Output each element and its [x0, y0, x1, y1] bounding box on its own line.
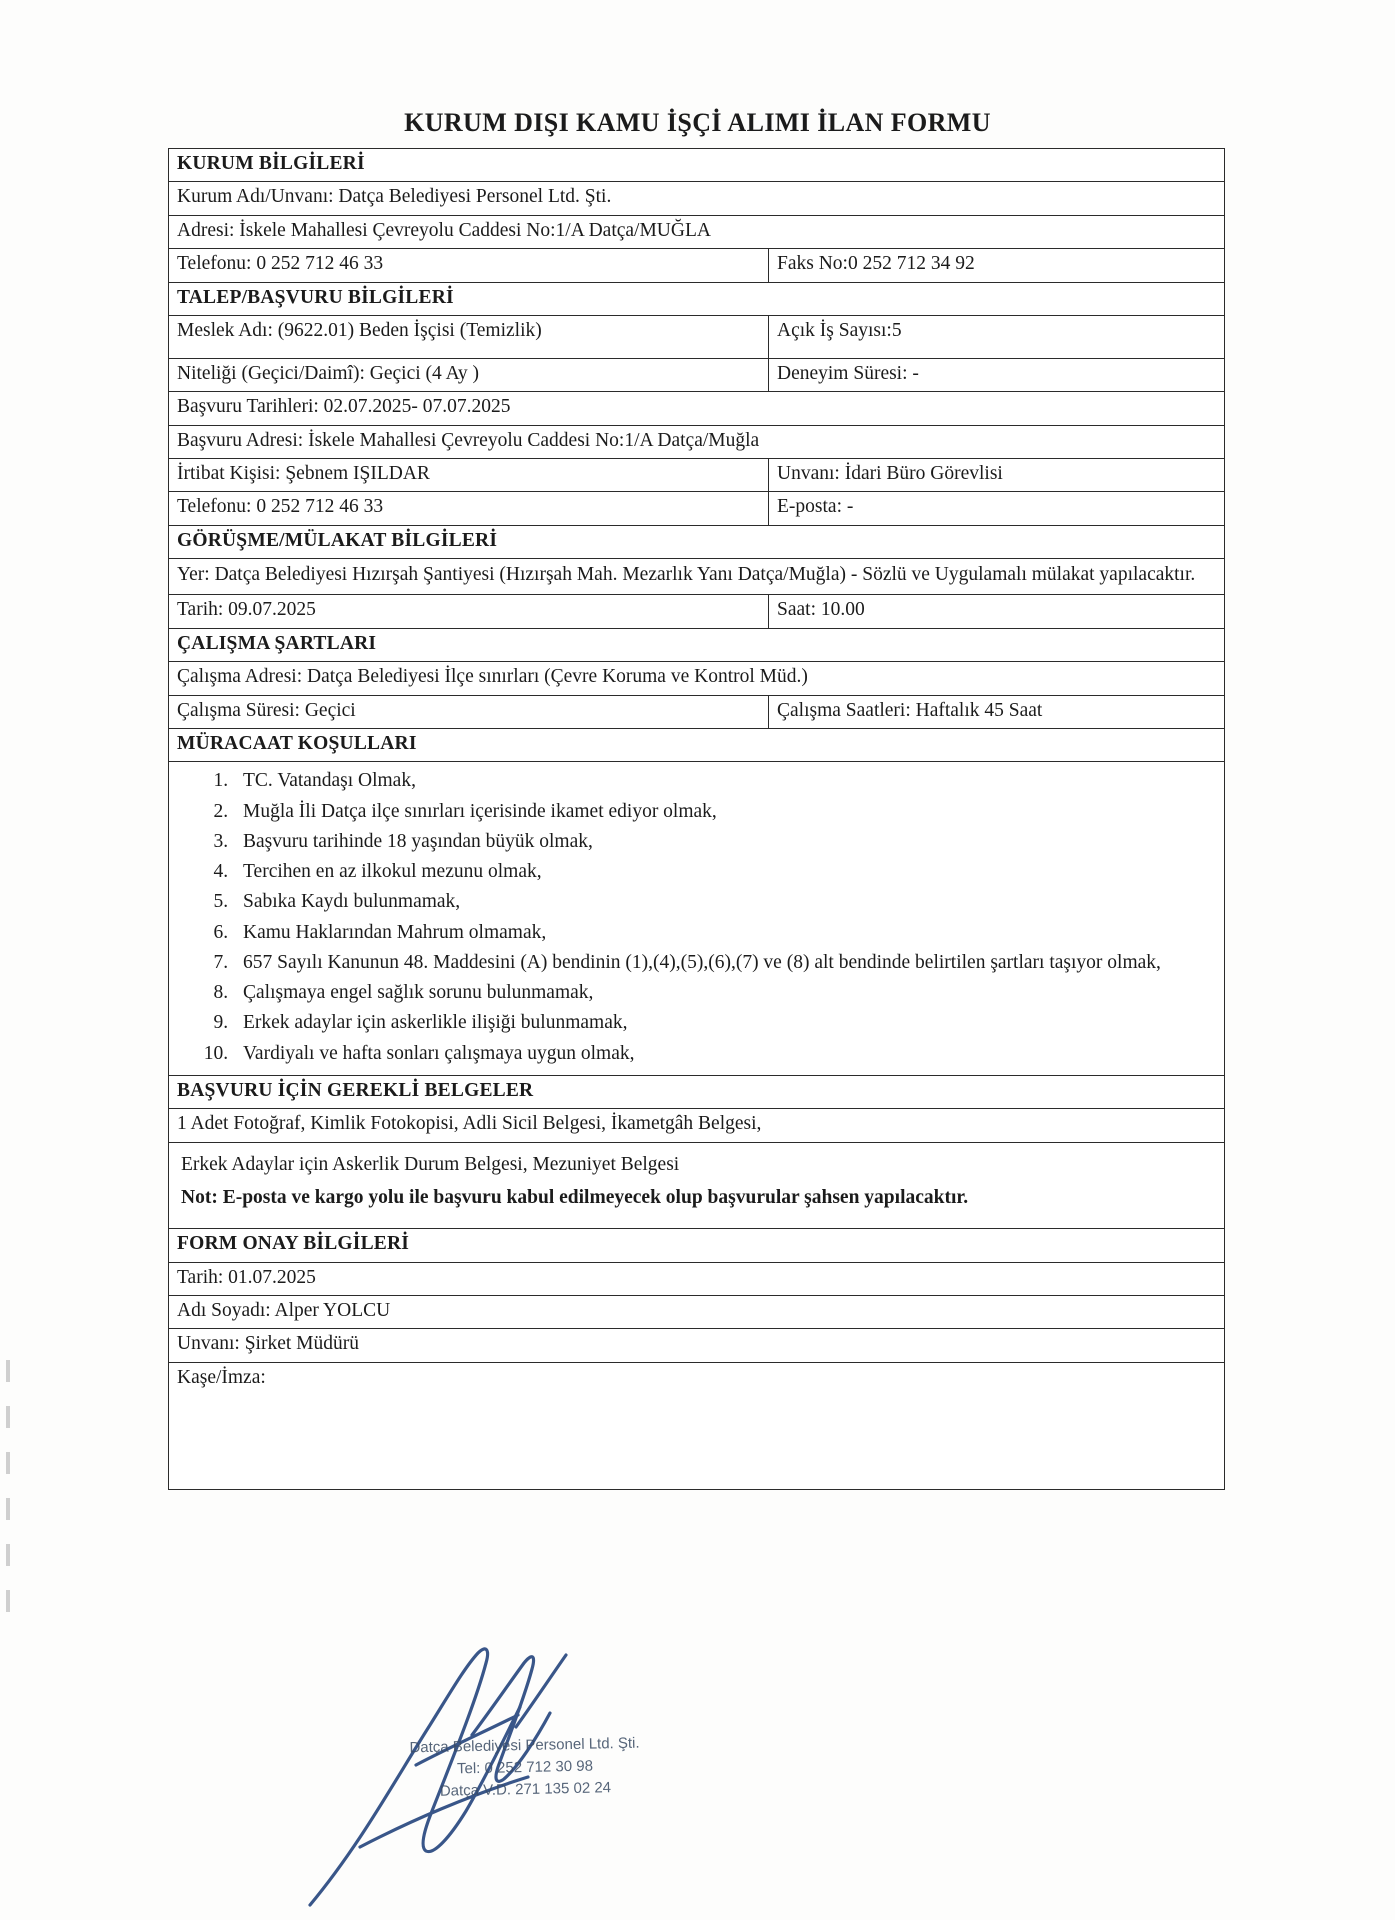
- section-header-gorusme: GÖRÜŞME/MÜLAKAT BİLGİLERİ: [169, 525, 1225, 558]
- list-item: 4. Tercihen en az ilkokul mezunu olmak,: [233, 857, 1224, 886]
- field-onay-adi-soyadi: Adı Soyadı: Alper YOLCU: [169, 1296, 1225, 1329]
- table-row: [169, 595, 1225, 628]
- list-item: 5. Sabıka Kaydı bulunmamak,: [233, 887, 1224, 916]
- table-row: [169, 1362, 1225, 1489]
- table-row: [169, 1075, 1225, 1108]
- list-item: 7. 657 Sayılı Kanunun 48. Maddesini (A) bendinin (1),(4),(5),(6),(7) ve (8) alt bendinde belirtilen şartları taşıyor olmak,: [233, 948, 1224, 977]
- table-row: [169, 695, 1225, 728]
- field-basvuru-tarihleri: Başvuru Tarihleri: 02.07.2025- 07.07.2025: [169, 392, 1225, 425]
- field-talep-eposta: E-posta: -: [769, 492, 1225, 525]
- table-row: [169, 315, 1225, 358]
- table-row: [169, 1262, 1225, 1295]
- list-item: 10. Vardiyalı ve hafta sonları çalışmaya uygun olmak,: [233, 1039, 1224, 1068]
- table-row: [169, 762, 1225, 1076]
- field-calisma-suresi: Çalışma Süresi: Geçici: [169, 695, 769, 728]
- field-kurum-faks: Faks No:0 252 712 34 92: [769, 249, 1225, 282]
- table-row: [169, 628, 1225, 661]
- section-header-belgeler: BAŞVURU İÇİN GEREKLİ BELGELER: [169, 1075, 1225, 1108]
- field-calisma-saatleri: Çalışma Saatleri: Haftalık 45 Saat: [769, 695, 1225, 728]
- field-gorusme-saat: Saat: 10.00: [769, 595, 1225, 628]
- section-header-calisma: ÇALIŞMA ŞARTLARI: [169, 628, 1225, 661]
- list-item: 8. Çalışmaya engel sağlık sorunu bulunmamak,: [233, 978, 1224, 1007]
- stamp-line-2: Tel: 0 252 712 30 98: [456, 1757, 594, 1778]
- belgeler-extra-cell: [169, 1142, 1225, 1229]
- table-row: [169, 215, 1225, 248]
- field-irtibat-unvani: Unvanı: İdari Büro Görevlisi: [769, 459, 1225, 492]
- field-kurum-adi: Kurum Adı/Unvanı: Datça Belediyesi Personel Ltd. Şti.: [169, 182, 1225, 215]
- field-talep-telefon: Telefonu: 0 252 712 46 33: [169, 492, 769, 525]
- table-row: [169, 459, 1225, 492]
- field-kurum-telefon: Telefonu: 0 252 712 46 33: [169, 249, 769, 282]
- field-irtibat-kisisi: İrtibat Kişisi: Şebnem IŞILDAR: [169, 459, 769, 492]
- field-onay-tarih: Tarih: 01.07.2025: [169, 1262, 1225, 1295]
- table-row: [169, 1296, 1225, 1329]
- table-row: [169, 182, 1225, 215]
- list-item: 9. Erkek adaylar için askerlikle ilişiği bulunmamak,: [233, 1008, 1224, 1037]
- list-item: 3. Başvuru tarihinde 18 yaşından büyük olmak,: [233, 827, 1224, 856]
- field-belgeler-line2: Erkek Adaylar için Askerlik Durum Belgesi, Mezuniyet Belgesi: [181, 1153, 680, 1175]
- field-belgeler-line1: 1 Adet Fotoğraf, Kimlik Fotokopisi, Adli Sicil Belgesi, İkametgâh Belgesi,: [169, 1109, 1225, 1142]
- field-kase-imza: Kaşe/İmza:: [169, 1362, 1225, 1489]
- table-row: [169, 492, 1225, 525]
- table-row: [169, 525, 1225, 558]
- table-row: [169, 358, 1225, 391]
- table-row: [169, 1329, 1225, 1362]
- table-row: [169, 662, 1225, 695]
- field-gorusme-tarih: Tarih: 09.07.2025: [169, 595, 769, 628]
- field-gorusme-yer: Yer: Datça Belediyesi Hızırşah Şantiyesi (Hızırşah Mah. Mezarlık Yanı Datça/Muğla) - Sözlü ve Uygulamalı mülakat yapılacaktır.: [169, 559, 1225, 595]
- field-kurum-adres: Adresi: İskele Mahallesi Çevreyolu Caddesi No:1/A Datça/MUĞLA: [169, 215, 1225, 248]
- table-row: [169, 249, 1225, 282]
- field-deneyim-suresi: Deneyim Süresi: -: [769, 358, 1225, 391]
- field-acik-is-sayisi: Açık İş Sayısı:5: [769, 315, 1225, 358]
- stamp-line-1: Datça Belediyesi Personel Ltd. Şti.: [409, 1734, 640, 1757]
- table-row: [169, 392, 1225, 425]
- section-header-kurum: KURUM BİLGİLERİ: [169, 149, 1225, 182]
- table-row: [169, 1229, 1225, 1262]
- field-onay-unvani: Unvanı: Şirket Müdürü: [169, 1329, 1225, 1362]
- list-item: 2. Muğla İli Datça ilçe sınırları içerisinde ikamet ediyor olmak,: [233, 797, 1224, 826]
- table-row: [169, 425, 1225, 458]
- list-item: 6. Kamu Haklarından Mahrum olmamak,: [233, 918, 1224, 947]
- job-posting-form: [168, 148, 1225, 1490]
- stamp-line-3: Datça V.D. 271 135 02 24: [439, 1778, 612, 1800]
- table-row: [169, 1109, 1225, 1142]
- table-row: [169, 559, 1225, 595]
- section-header-muracaat: MÜRACAAT KOŞULLARI: [169, 728, 1225, 761]
- table-row: [169, 1142, 1225, 1229]
- field-basvuru-adresi: Başvuru Adresi: İskele Mahallesi Çevreyolu Caddesi No:1/A Datça/Muğla: [169, 425, 1225, 458]
- section-header-talep: TALEP/BAŞVURU BİLGİLERİ: [169, 282, 1225, 315]
- section-header-onay: FORM ONAY BİLGİLERİ: [169, 1229, 1225, 1262]
- page-title: KURUM DIŞI KAMU İŞÇİ ALIMI İLAN FORMU: [404, 108, 991, 137]
- table-row: [169, 728, 1225, 761]
- field-calisma-adresi: Çalışma Adresi: Datça Belediyesi İlçe sınırları (Çevre Koruma ve Kontrol Müd.): [169, 662, 1225, 695]
- conditions-list: [169, 762, 1224, 1075]
- field-belgeler-note: Not: E-posta ve kargo yolu ile başvuru kabul edilmeyecek olup başvurular şahsen yapılacaktır.: [181, 1186, 969, 1208]
- field-niteligi: Niteliği (Geçici/Daimî): Geçici (4 Ay ): [169, 358, 769, 391]
- table-row: [169, 149, 1225, 182]
- list-item: 1. TC. Vatandaşı Olmak,: [233, 766, 1224, 795]
- muracaat-conditions-cell: [169, 762, 1225, 1076]
- table-row: [169, 282, 1225, 315]
- company-stamp: [354, 1731, 695, 1803]
- field-meslek-adi: Meslek Adı: (9622.01) Beden İşçisi (Temizlik): [169, 315, 769, 358]
- scan-edge-marks: [6, 1360, 16, 1660]
